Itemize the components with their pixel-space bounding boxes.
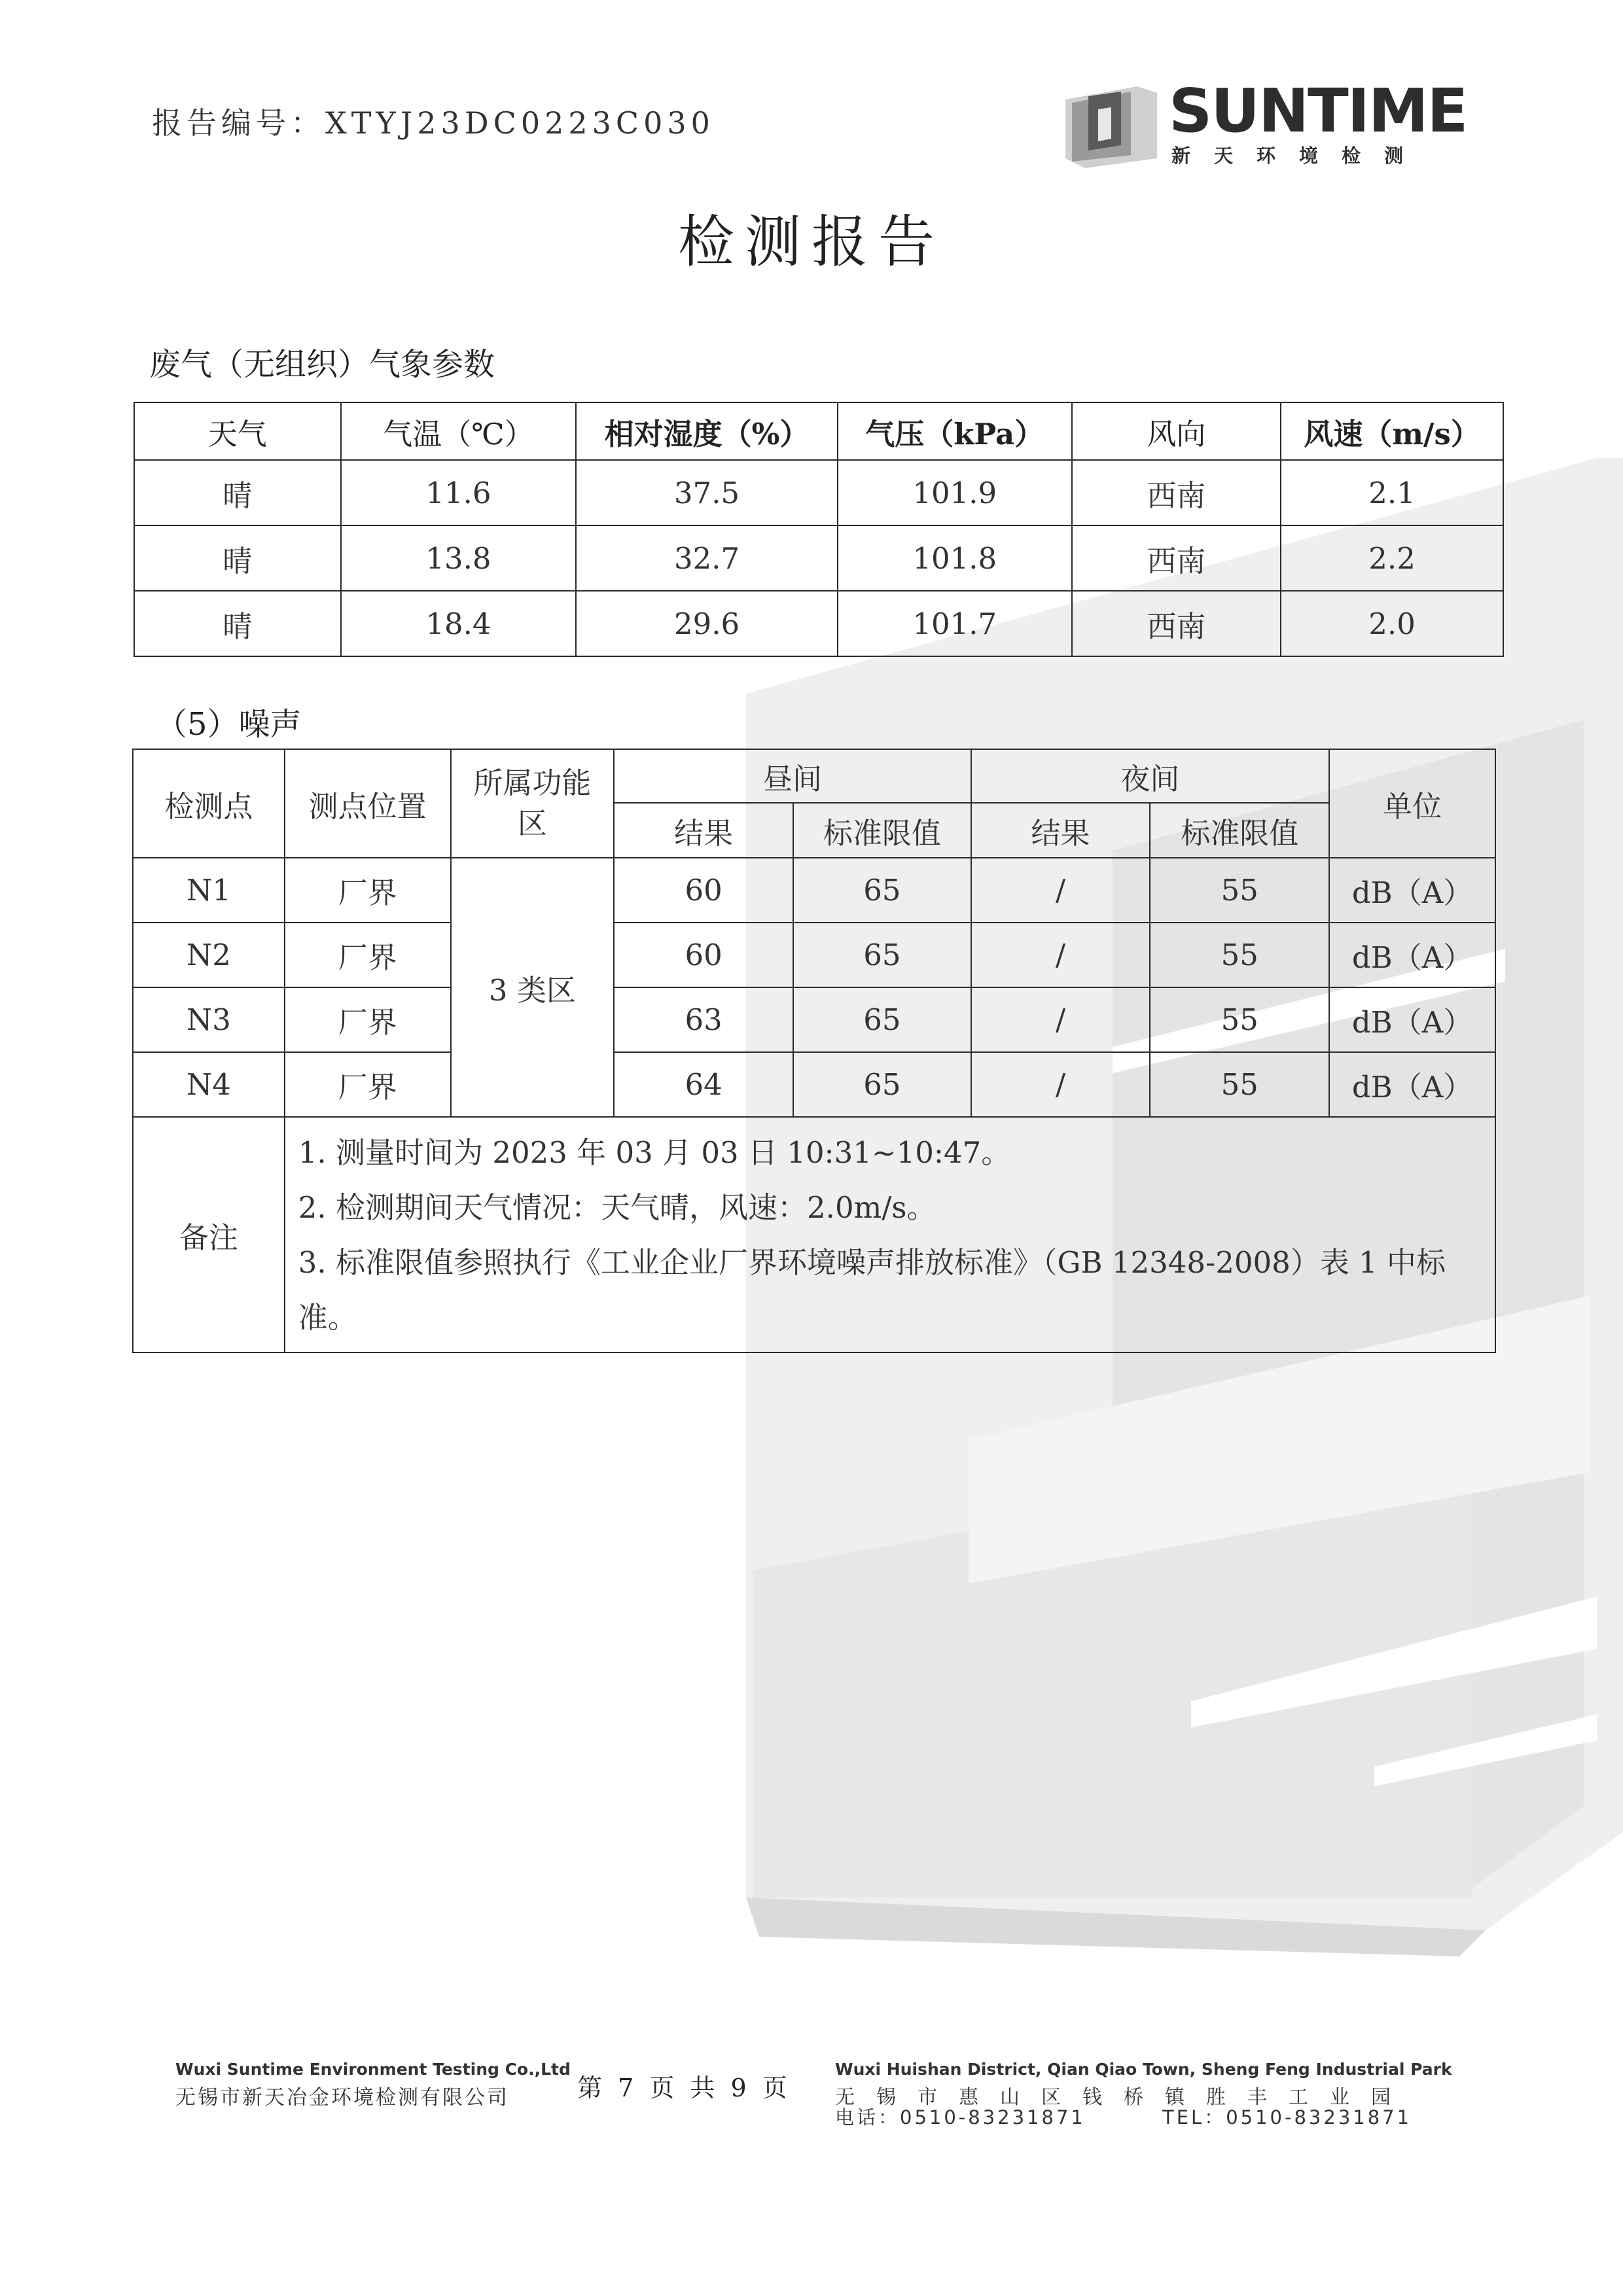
- remark-item: 1. 测量时间为 2023 年 03 月 03 日 10:31~10:47。: [298, 1135, 1011, 1170]
- cell-wind-speed: 2.2: [1281, 525, 1503, 591]
- header-point: 检测点: [133, 749, 285, 858]
- remarks-content: [285, 1117, 1495, 1352]
- report-number: 报告编号：XTYJ23DC0223C030: [152, 105, 715, 141]
- cell-temperature: 13.8: [341, 525, 577, 591]
- cell-location: 厂界: [285, 858, 451, 923]
- cell-temperature: 11.6: [341, 460, 577, 525]
- footer-address-en: Wuxi Huishan District, Qian Qiao Town, Sheng Feng Industrial Park: [835, 2060, 1452, 2079]
- cell-wind-direction: 西南: [1072, 460, 1281, 525]
- logo-mark-icon: [1059, 73, 1164, 171]
- header-day: 昼间: [614, 749, 971, 803]
- weather-table: [134, 402, 1504, 657]
- cell-unit: dB（A）: [1329, 923, 1495, 987]
- cell-zone: 3 类区: [451, 858, 615, 1117]
- cell-point: N4: [133, 1052, 285, 1117]
- weather-header-row: [134, 402, 1503, 460]
- cell-day-result: 60: [614, 858, 793, 923]
- footer-tel: TEL：0510-83231871: [1162, 2106, 1412, 2128]
- cell-night-limit: 55: [1150, 858, 1329, 923]
- header-day-limit: 标准限值: [793, 803, 971, 858]
- header-night-limit: 标准限值: [1150, 803, 1329, 858]
- header-temperature: 气温（℃）: [341, 402, 577, 460]
- cell-point: N3: [133, 987, 285, 1052]
- footer-phone: 电话：0510-83231871: [835, 2106, 1086, 2128]
- cell-temperature: 18.4: [341, 591, 577, 656]
- cell-pressure: 101.9: [838, 460, 1072, 525]
- footer-company-cn: 无锡市新天冶金环境检测有限公司: [175, 2086, 509, 2110]
- cell-pressure: 101.7: [838, 591, 1072, 656]
- cell-night-limit: 55: [1150, 923, 1329, 987]
- header-night: 夜间: [971, 749, 1329, 803]
- footer-page-number: 第 7 页 共 9 页: [577, 2074, 791, 2102]
- cell-wind-speed: 2.0: [1281, 591, 1503, 656]
- table-row: [133, 1052, 1495, 1117]
- cell-weather: 晴: [134, 525, 341, 591]
- cell-wind-speed: 2.1: [1281, 460, 1503, 525]
- cell-day-result: 63: [614, 987, 793, 1052]
- header-night-result: 结果: [971, 803, 1150, 858]
- cell-day-limit: 65: [793, 923, 971, 987]
- cell-night-result: /: [971, 858, 1150, 923]
- cell-night-result: /: [971, 987, 1150, 1052]
- cell-day-limit: 65: [793, 858, 971, 923]
- cell-night-result: /: [971, 1052, 1150, 1117]
- header-pressure: 气压（kPa）: [838, 402, 1072, 460]
- cell-day-limit: 65: [793, 1052, 971, 1117]
- table-row: [133, 858, 1495, 923]
- logo-brand-cn-text: 新天环境检测: [1171, 145, 1427, 167]
- cell-night-limit: 55: [1150, 987, 1329, 1052]
- cell-unit: dB（A）: [1329, 1052, 1495, 1117]
- cell-humidity: 32.7: [576, 525, 838, 591]
- cell-weather: 晴: [134, 591, 341, 656]
- cell-humidity: 29.6: [576, 591, 838, 656]
- noise-table: [132, 749, 1496, 1353]
- header-humidity: 相对湿度（%）: [576, 402, 838, 460]
- header-unit: 单位: [1329, 749, 1495, 858]
- page-title: 检测报告: [678, 209, 945, 275]
- cell-point: N1: [133, 858, 285, 923]
- cell-day-limit: 65: [793, 987, 971, 1052]
- cell-wind-direction: 西南: [1072, 525, 1281, 591]
- table-row: [134, 525, 1503, 591]
- remarks-label: 备注: [133, 1117, 285, 1352]
- noise-section-heading: （5）噪声: [156, 706, 302, 743]
- cell-day-result: 64: [614, 1052, 793, 1117]
- cell-night-result: /: [971, 923, 1150, 987]
- header-wind-speed: 风速（m/s）: [1281, 402, 1503, 460]
- remark-item: 2. 检测期间天气情况：天气晴，风速：2.0m/s。: [298, 1190, 936, 1225]
- cell-night-limit: 55: [1150, 1052, 1329, 1117]
- cell-unit: dB（A）: [1329, 987, 1495, 1052]
- header-zone: 所属功能区: [451, 749, 615, 858]
- header-weather: 天气: [134, 402, 341, 460]
- company-logo: [1059, 73, 1465, 171]
- cell-location: 厂界: [285, 987, 451, 1052]
- weather-section-heading: 废气（无组织）气象参数: [149, 346, 495, 383]
- header-day-result: 结果: [614, 803, 793, 858]
- cell-location: 厂界: [285, 923, 451, 987]
- table-row: [133, 923, 1495, 987]
- noise-header-row: [133, 749, 1495, 803]
- footer-address-cn: 无锡市惠山区钱桥镇胜丰工业园: [835, 2086, 1412, 2109]
- cell-point: N2: [133, 923, 285, 987]
- table-row: [134, 460, 1503, 525]
- cell-unit: dB（A）: [1329, 858, 1495, 923]
- header-wind-direction: 风向: [1072, 402, 1281, 460]
- remark-item: 3. 标准限值参照执行《工业企业厂界环境噪声排放标准》（GB 12348-2008）表 1 中标准。: [298, 1245, 1446, 1335]
- table-row: [134, 591, 1503, 656]
- cell-wind-direction: 西南: [1072, 591, 1281, 656]
- cell-location: 厂界: [285, 1052, 451, 1117]
- footer-company-en: Wuxi Suntime Environment Testing Co.,Ltd: [175, 2060, 571, 2079]
- table-row: [133, 987, 1495, 1052]
- cell-weather: 晴: [134, 460, 341, 525]
- cell-day-result: 60: [614, 923, 793, 987]
- remarks-row: [133, 1117, 1495, 1352]
- cell-humidity: 37.5: [576, 460, 838, 525]
- cell-pressure: 101.8: [838, 525, 1072, 591]
- logo-brand-text: SUNTIME: [1169, 76, 1467, 146]
- header-location: 测点位置: [285, 749, 451, 858]
